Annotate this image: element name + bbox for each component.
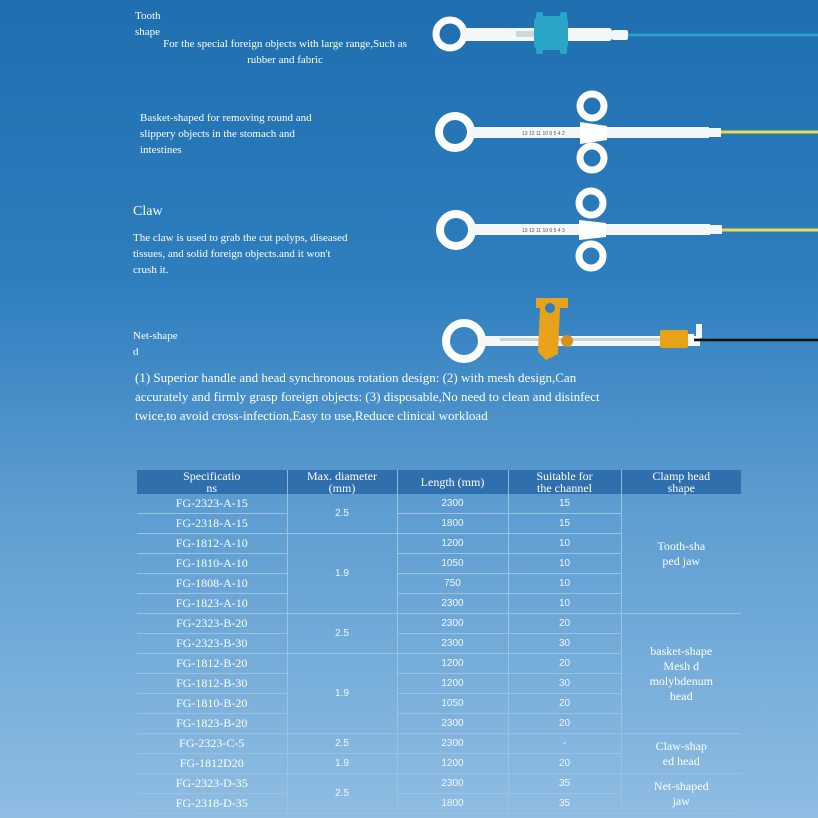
claw-title: Claw — [133, 204, 163, 219]
channel-cell: - — [508, 734, 621, 754]
header-diameter-label: Max. diameter (mm) — [307, 469, 377, 495]
table-body — [137, 494, 741, 814]
spec-cell: FG-1823-A-10 — [137, 594, 287, 614]
length-cell: 2300 — [397, 634, 508, 654]
spec-cell: FG-1812-B-30 — [137, 674, 287, 694]
channel-cell: 35 — [508, 774, 621, 794]
channel-cell: 30 — [508, 634, 621, 654]
spec-cell: FG-1810-B-20 — [137, 694, 287, 714]
header-diameter — [287, 470, 397, 494]
channel-cell: 20 — [508, 654, 621, 674]
net-forceps-image — [440, 294, 818, 368]
spec-cell: FG-2323-A-15 — [137, 494, 287, 514]
spec-table — [137, 470, 741, 814]
spec-cell: FG-1808-A-10 — [137, 574, 287, 594]
spec-cell: FG-1812D20 — [137, 754, 287, 774]
channel-cell: 30 — [508, 674, 621, 694]
length-cell: 1200 — [397, 754, 508, 774]
channel-cell: 20 — [508, 614, 621, 634]
diameter-cell: 1.9 — [287, 534, 397, 614]
diameter-cell: 1.9 — [287, 754, 397, 774]
header-channel — [508, 470, 621, 494]
spec-cell: FG-1812-A-10 — [137, 534, 287, 554]
channel-cell: 20 — [508, 714, 621, 734]
diameter-cell: 1.9 — [287, 654, 397, 734]
length-cell: 1200 — [397, 654, 508, 674]
length-cell: 1200 — [397, 674, 508, 694]
channel-cell: 10 — [508, 574, 621, 594]
length-cell: 2300 — [397, 614, 508, 634]
table-row — [137, 774, 741, 794]
length-cell: 2300 — [397, 734, 508, 754]
header-length — [397, 470, 508, 494]
length-cell: 2300 — [397, 494, 508, 514]
spec-cell: FG-1823-B-20 — [137, 714, 287, 734]
net-title: Net-shape d — [133, 330, 178, 358]
spec-cell: FG-1812-B-20 — [137, 654, 287, 674]
channel-cell: 15 — [508, 514, 621, 534]
channel-cell: 10 — [508, 554, 621, 574]
header-head — [621, 470, 741, 494]
length-cell: 750 — [397, 574, 508, 594]
spec-cell: FG-1810-A-10 — [137, 554, 287, 574]
tooth-description: For the special foreign objects with large range,Such as rubber and fabric — [163, 38, 407, 66]
head-shape-cell: Tooth-sha ped jaw — [621, 494, 741, 614]
header-channel-label: Suitable for the channel — [536, 469, 593, 495]
spec-cell: FG-2323-C-5 — [137, 734, 287, 754]
header-spec-label: Specificatio ns — [183, 469, 241, 495]
tooth-forceps-image — [430, 10, 818, 60]
table-row — [137, 614, 741, 634]
length-cell: 1050 — [397, 694, 508, 714]
claw-scale-text: 13 12 11 10 9 5 4 3 — [522, 228, 565, 234]
channel-cell: 35 — [508, 794, 621, 814]
spec-cell: FG-2323-B-20 — [137, 614, 287, 634]
length-cell: 2300 — [397, 714, 508, 734]
head-shape-cell: Net-shaped jaw — [621, 774, 741, 814]
channel-cell: 20 — [508, 694, 621, 714]
length-cell: 1200 — [397, 534, 508, 554]
diameter-cell: 2.5 — [287, 734, 397, 754]
claw-description: The claw is used to grab the cut polyps, diseased tissues, and solid foreign objects.and it won't crush it. — [133, 232, 348, 276]
spec-cell: FG-2323-D-35 — [137, 774, 287, 794]
net-description: (1) Superior handle and head synchronous rotation design: (2) with mesh design,Can accurately and firmly grasp foreign objects: (3) disposable,No need to clean and disinfect twice,to avoid cross-infection,Easy to use,Reduce clinical workload — [135, 370, 600, 423]
table-row — [137, 734, 741, 754]
claw-forceps-image — [434, 190, 818, 272]
length-cell: 2300 — [397, 594, 508, 614]
table-header-row — [137, 470, 741, 494]
channel-cell: 10 — [508, 534, 621, 554]
spec-cell: FG-2318-A-15 — [137, 514, 287, 534]
spec-cell: FG-2323-B-30 — [137, 634, 287, 654]
basket-scale-text: 13 12 11 10 9 5 4 2 — [522, 131, 565, 137]
head-shape-cell: basket-shape Mesh d molybdenum head — [621, 614, 741, 734]
length-cell: 1800 — [397, 794, 508, 814]
channel-cell: 10 — [508, 594, 621, 614]
header-spec — [137, 470, 287, 494]
diameter-cell: 2.5 — [287, 614, 397, 654]
tooth-title: Tooth shape — [135, 10, 161, 38]
length-cell: 2300 — [397, 774, 508, 794]
diameter-cell: 2.5 — [287, 494, 397, 534]
length-cell: 1800 — [397, 514, 508, 534]
basket-description: Basket-shaped for removing round and slippery objects in the stomach and intestines — [140, 112, 312, 156]
basket-forceps-image — [432, 92, 818, 176]
spec-cell: FG-2318-D-35 — [137, 794, 287, 814]
channel-cell: 20 — [508, 754, 621, 774]
channel-cell: 15 — [508, 494, 621, 514]
header-head-label: Clamp head shape — [652, 469, 711, 495]
head-shape-cell: Claw-shap ed head — [621, 734, 741, 774]
diameter-cell: 2.5 — [287, 774, 397, 814]
table-row — [137, 494, 741, 514]
header-length-label: Length (mm) — [420, 475, 485, 489]
length-cell: 1050 — [397, 554, 508, 574]
